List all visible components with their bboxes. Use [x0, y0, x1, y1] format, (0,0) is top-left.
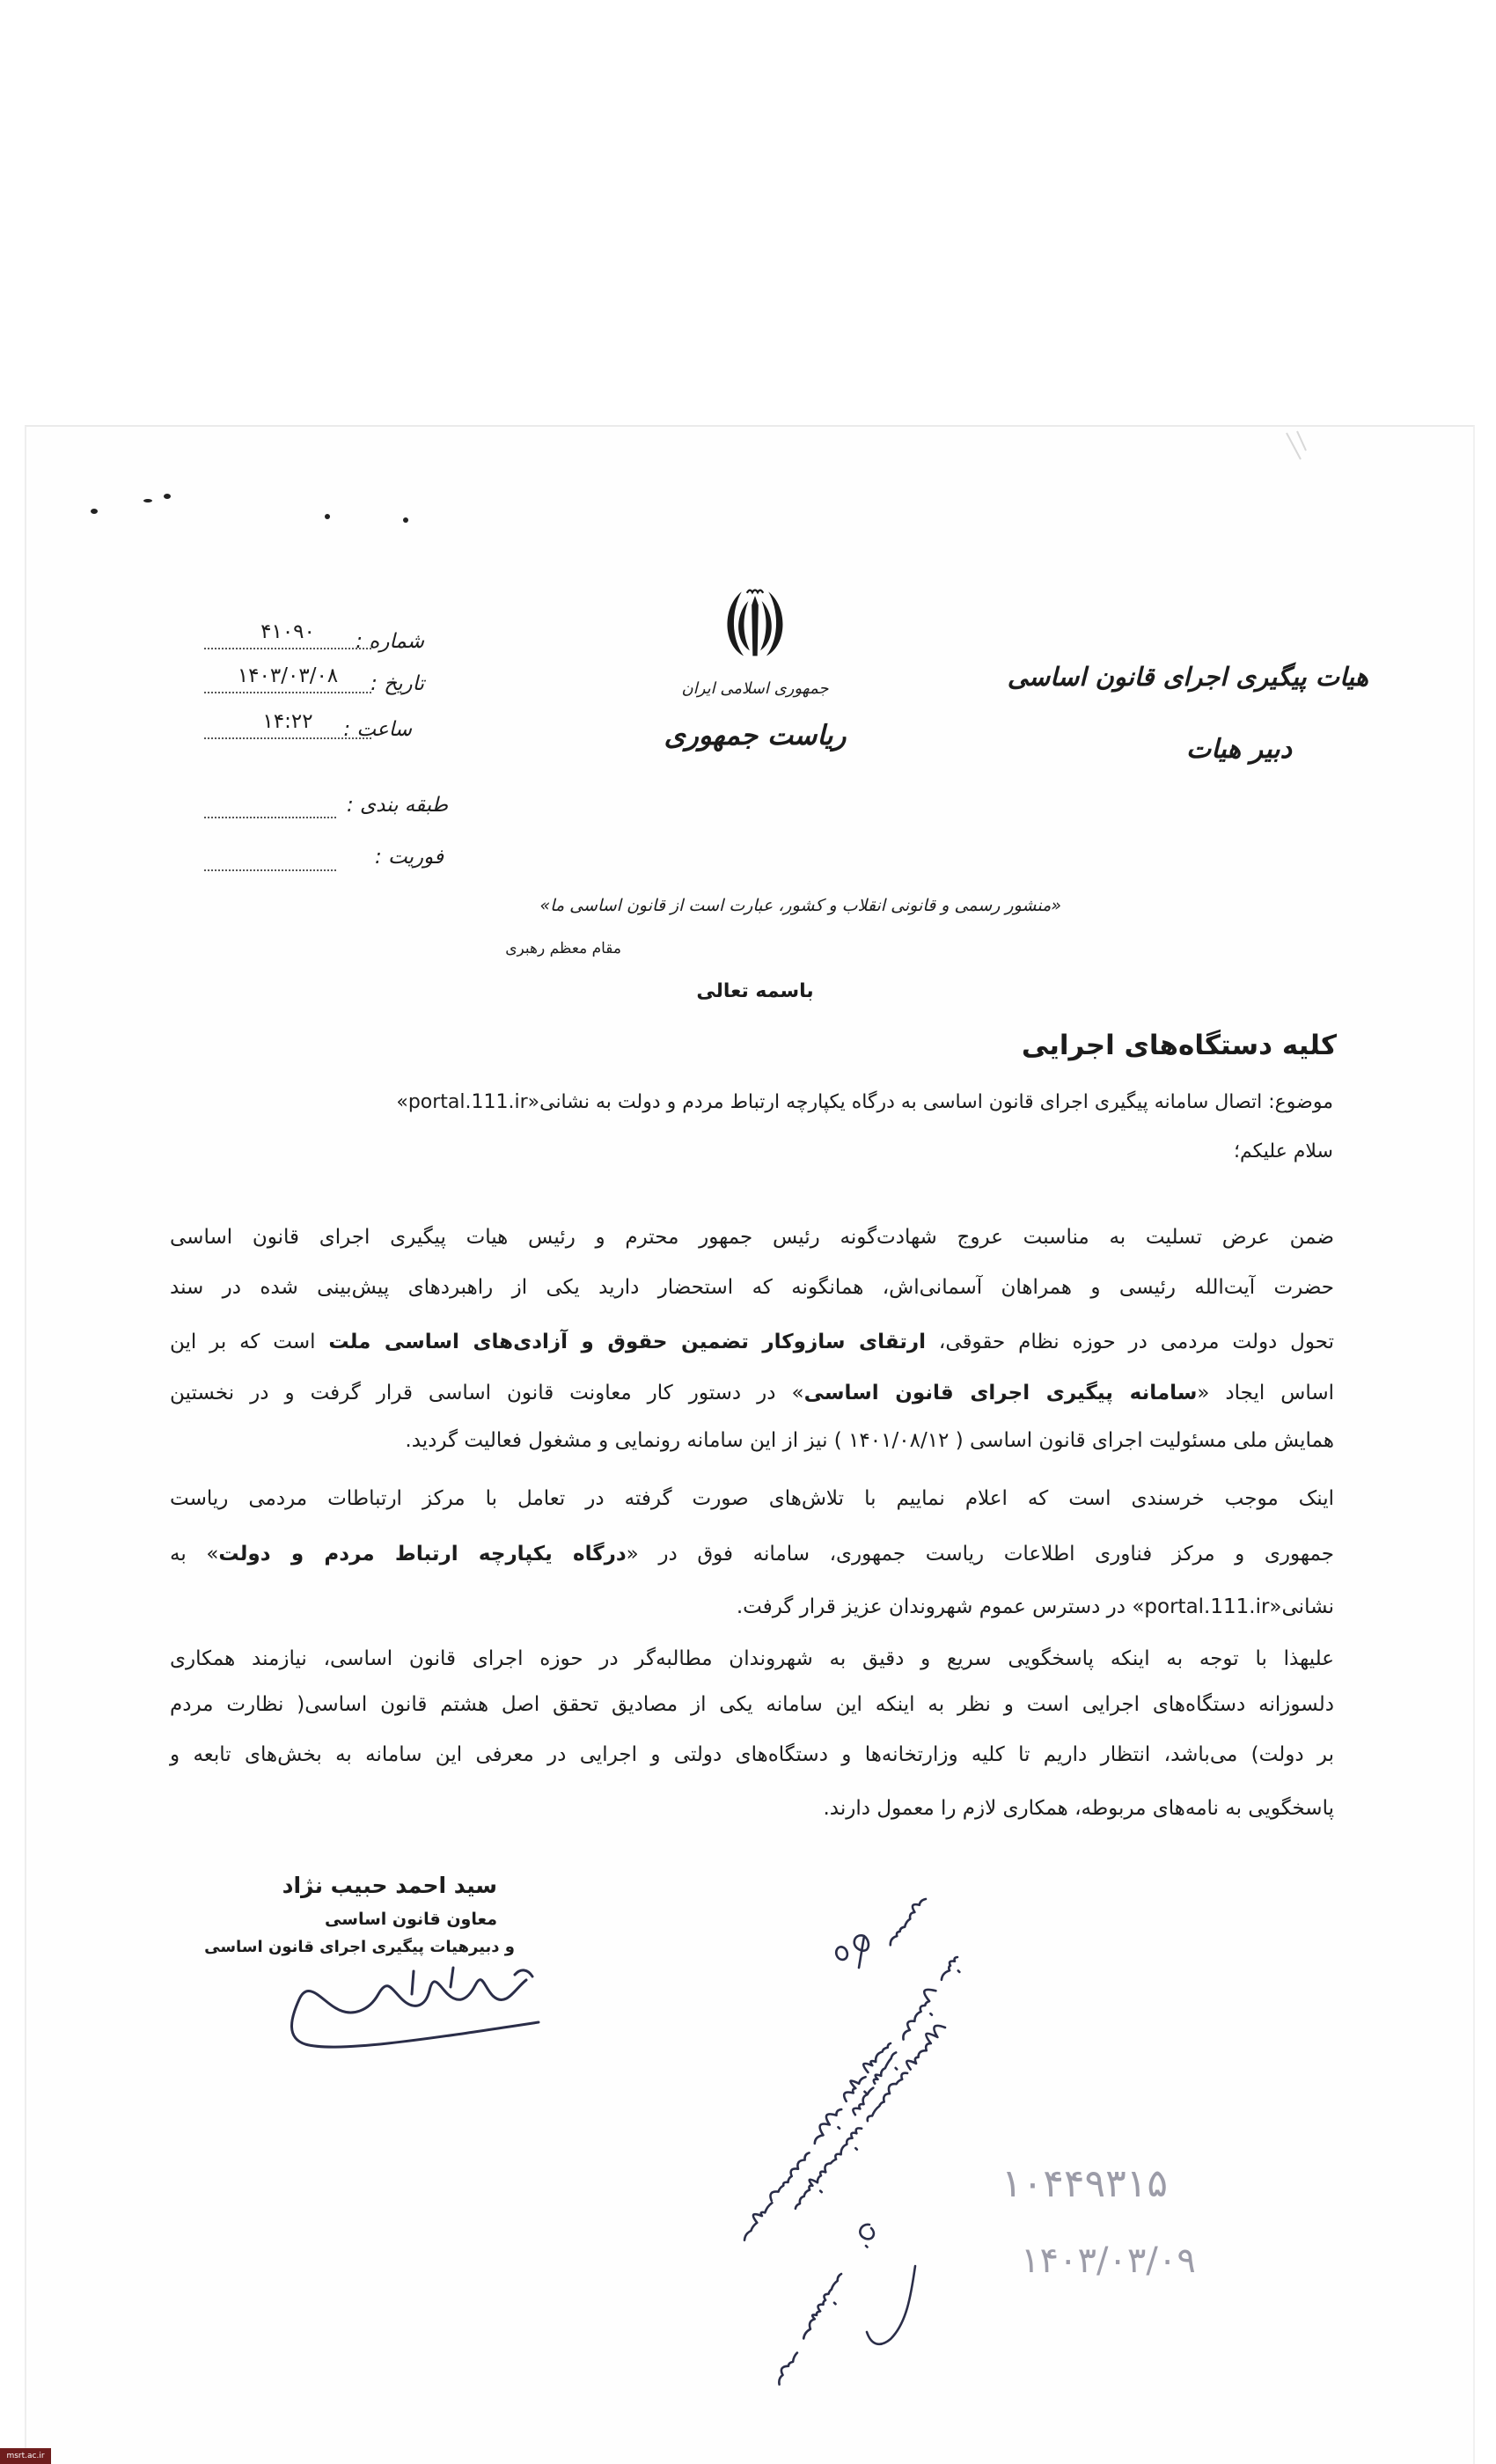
emblem-country-caption: جمهوری اسلامی ایران	[681, 679, 829, 698]
signatory-title-secondary: و دبیرهیات پیگیری اجرای قانون اساسی	[204, 1938, 515, 1956]
body-line	[170, 1539, 1334, 1569]
body-line: نشانی«portal.111.ir» در دسترس عموم شهروندان عزیز قرار گرفت.	[736, 1595, 1334, 1618]
motto-quote: «منشور رسمی و قانونی انقلاب و کشور، عبارت است از قانون اساسی ما»	[539, 896, 1061, 915]
body-line: پاسخگویی به نامه‌های مربوطه، همکاری لازم را معمول دارند.	[823, 1797, 1334, 1820]
text-segment: » به	[170, 1543, 219, 1566]
organization-subtitle: دبیر هیات	[1185, 734, 1292, 765]
signatory-name: سید احمد حبیب نژاد	[282, 1873, 497, 1898]
bold-segment: ارتقای سازوکار تضمین حقوق و آزادی‌های اساسی ملت	[328, 1331, 927, 1353]
body-line: حضرت آیت‌الله رئیسی و همراهان آسمانی‌اش، همانگونه که استحضار دارید یکی از راهبردهای پیش‌بینی شده در سند	[170, 1276, 1334, 1299]
urgency-label: فوریت :	[374, 846, 444, 869]
organization-title: هیات پیگیری اجرای قانون اساسی	[1007, 662, 1368, 692]
footer-site-badge: msrt.ac.ir	[0, 2448, 51, 2464]
subject-line: موضوع: اتصال سامانه پیگیری اجرای قانون اساسی به درگاه یکپارچه ارتباط مردم و دولت به نشانی«portal.111.ir»	[396, 1091, 1333, 1113]
classification-label: طبقه بندی :	[347, 794, 448, 817]
emblem-inner-left-crescent	[738, 601, 750, 650]
body-line: ضمن عرض تسلیت به مناسبت عروج شهادت‌گونه رئیس جمهور محترم و رئیس هیات پیگیری اجرای قانون اساسی	[170, 1226, 1334, 1249]
body-line: اینک موجب خرسندی است که اعلام نماییم با تلاش‌های صورت گرفته در تعامل با مرکز ارتباطات مردمی ریاست	[170, 1487, 1334, 1510]
text-segment: جمهوری و مرکز فناوری اطلاعات ریاست جمهوری، سامانه فوق در «	[626, 1543, 1335, 1566]
receipt-number: ۱۰۴۴۹۳۱۵	[1001, 2161, 1169, 2206]
text-segment: » در دستور کار معاونت قانون اساسی قرار گرفت و در نخستین	[170, 1382, 804, 1404]
receipt-date: ۱۴۰۳/۰۳/۰۹	[1021, 2240, 1196, 2281]
classification-line	[204, 785, 336, 818]
greeting: سلام علیکم؛	[1233, 1140, 1333, 1162]
iran-emblem-icon	[722, 586, 788, 664]
emblem-shadda	[747, 590, 763, 592]
body-line	[170, 1327, 1334, 1357]
invocation: باسمه تعالی	[696, 980, 814, 1002]
body-line: همایش ملی مسئولیت اجرای قانون اساسی ( ۱۴۰۱/۰۸/۱۲ ) نیز از این سامانه رونمایی و مشغول فعالیت گردید.	[405, 1429, 1334, 1452]
text-segment: است که بر این	[170, 1331, 329, 1353]
signatory-title: معاون قانون اساسی	[325, 1910, 497, 1929]
text-segment: اساس ایجاد «	[1197, 1382, 1335, 1404]
date-value: ۱۴۰۳/۰۳/۰۸	[204, 660, 371, 693]
body-line	[170, 1378, 1334, 1408]
body-line: بر دولت) می‌باشد، انتظار داریم تا کلیه وزارتخانه‌ها و دستگاه‌های دولتی و اجرایی در معرفی این سامانه به بخش‌های تابعه و	[170, 1743, 1334, 1766]
emblem-sword	[752, 596, 759, 656]
bold-segment: درگاه یکپارچه ارتباط مردم و دولت	[218, 1543, 627, 1566]
number-value: ۴۱۰۹۰	[204, 616, 371, 649]
date-label: تاریخ :	[370, 672, 424, 695]
body-line: علیهذا با توجه به اینکه پاسخگویی سریع و دقیق به شهروندان مطالبه‌گر در حوزه اجرای قانون اساسی، نیازمند همکاری	[170, 1647, 1334, 1670]
urgency-line	[204, 838, 336, 871]
time-label: ساعت :	[343, 718, 412, 741]
motto-attribution: مقام معظم رهبری	[505, 940, 621, 957]
body-line: دلسوزانه دستگاه‌های اجرایی است و نظر به اینکه این سامانه یکی از مصادیق تحقق اصل هشتم قانون اساسی( نظارت مردم	[170, 1693, 1334, 1716]
number-label: شماره :	[356, 630, 424, 653]
time-value: ۱۴:۲۲	[204, 706, 371, 739]
emblem-office-caption: ریاست جمهوری	[664, 720, 847, 752]
bold-segment: سامانه پیگیری اجرای قانون اساسی	[803, 1382, 1198, 1404]
text-segment: تحول دولت مردمی در حوزه نظام حقوقی،	[926, 1331, 1334, 1353]
recipient: کلیه دستگاه‌های اجرایی	[1021, 1030, 1337, 1061]
emblem-inner-right-crescent	[760, 601, 772, 650]
